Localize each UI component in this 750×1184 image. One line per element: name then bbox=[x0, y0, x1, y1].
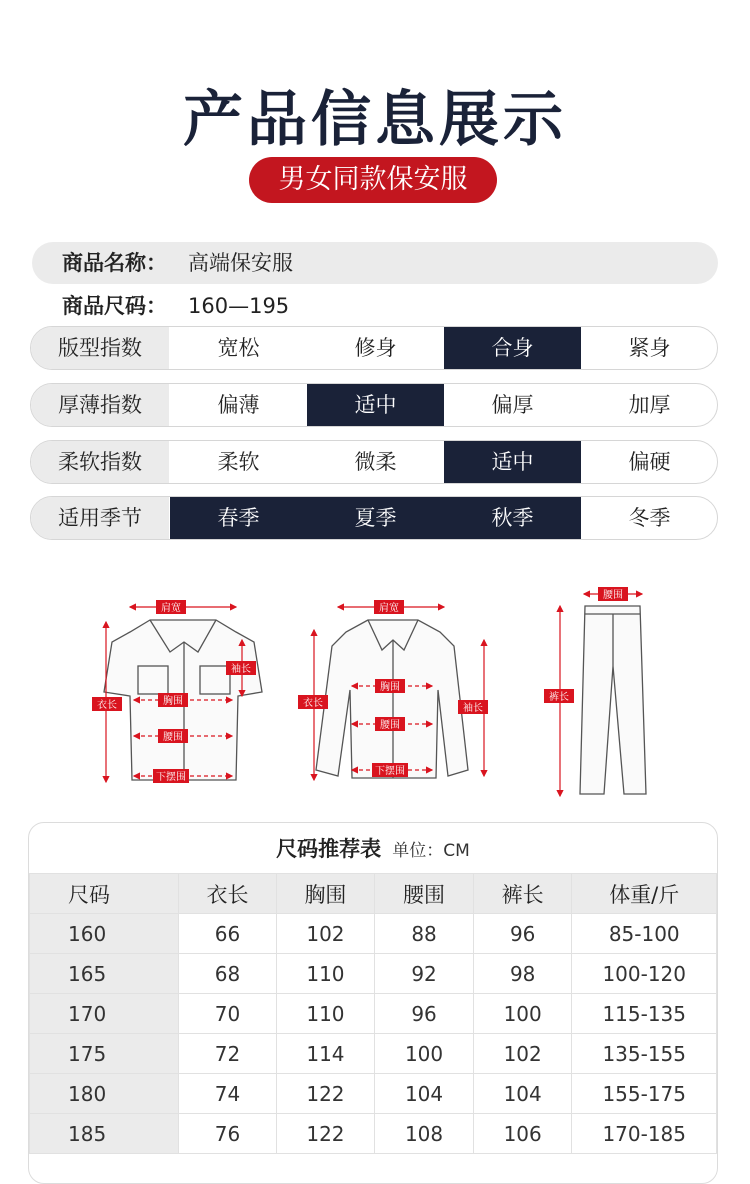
table-cell: 170-185 bbox=[572, 1114, 717, 1154]
size-table-card bbox=[28, 822, 718, 1184]
table-cell: 170 bbox=[30, 994, 179, 1034]
index-option: 紧身 bbox=[628, 336, 671, 360]
label-hem: 下摆围 bbox=[156, 772, 186, 783]
table-cell: 72 bbox=[179, 1034, 276, 1074]
index-row bbox=[30, 496, 718, 540]
index-option: 修身 bbox=[354, 336, 397, 360]
table-cell: 96 bbox=[473, 914, 572, 954]
label-waist-long: 腰围 bbox=[380, 720, 400, 731]
table-cell: 108 bbox=[375, 1114, 474, 1154]
table-cell: 102 bbox=[473, 1034, 572, 1074]
size-table-title: 尺码推荐表 bbox=[276, 837, 382, 861]
pants-figure bbox=[580, 606, 646, 794]
table-cell: 122 bbox=[276, 1074, 375, 1114]
index-label: 版型指数 bbox=[31, 327, 169, 369]
table-cell: 106 bbox=[473, 1114, 572, 1154]
info-value: 160—195 bbox=[188, 294, 290, 318]
info-label: 商品尺码： bbox=[62, 294, 167, 318]
index-option: 偏薄 bbox=[217, 393, 260, 417]
table-column-header: 胸围 bbox=[276, 874, 375, 914]
table-row bbox=[30, 914, 717, 954]
index-option: 冬季 bbox=[628, 506, 671, 530]
label-length: 衣长 bbox=[97, 700, 117, 711]
table-cell: 155-175 bbox=[572, 1074, 717, 1114]
table-column-header: 裤长 bbox=[473, 874, 572, 914]
index-option: 合身 bbox=[444, 327, 581, 369]
table-cell: 68 bbox=[179, 954, 276, 994]
table-cell: 114 bbox=[276, 1034, 375, 1074]
table-cell: 110 bbox=[276, 994, 375, 1034]
info-row-name bbox=[32, 242, 718, 284]
index-row bbox=[30, 383, 718, 427]
table-cell: 115-135 bbox=[572, 994, 717, 1034]
info-row-size bbox=[32, 285, 718, 327]
table-cell: 165 bbox=[30, 954, 179, 994]
index-option: 春季 bbox=[170, 497, 307, 539]
table-cell: 100 bbox=[375, 1034, 474, 1074]
label-pants-length: 裤长 bbox=[549, 692, 569, 703]
measurement-diagrams bbox=[0, 580, 750, 810]
table-cell: 96 bbox=[375, 994, 474, 1034]
table-cell: 100-120 bbox=[572, 954, 717, 994]
table-column-header: 腰围 bbox=[375, 874, 474, 914]
index-option: 偏硬 bbox=[628, 450, 671, 474]
size-table-header bbox=[29, 823, 717, 873]
subtitle-badge: 男女同款保安服 bbox=[249, 157, 497, 203]
size-table-unit: 单位：CM bbox=[392, 841, 470, 861]
label-waist-pants: 腰围 bbox=[603, 590, 623, 601]
info-label: 商品名称： bbox=[62, 251, 167, 275]
table-cell: 76 bbox=[179, 1114, 276, 1154]
table-cell: 88 bbox=[375, 914, 474, 954]
index-option: 加厚 bbox=[628, 393, 671, 417]
table-cell: 104 bbox=[375, 1074, 474, 1114]
index-option: 适中 bbox=[444, 441, 581, 483]
table-header-row bbox=[30, 874, 717, 914]
index-option: 柔软 bbox=[217, 450, 260, 474]
table-cell: 160 bbox=[30, 914, 179, 954]
table-row bbox=[30, 1114, 717, 1154]
index-option: 微柔 bbox=[354, 450, 397, 474]
info-value: 高端保安服 bbox=[188, 251, 293, 275]
table-row bbox=[30, 994, 717, 1034]
table-row bbox=[30, 954, 717, 994]
table-cell: 74 bbox=[179, 1074, 276, 1114]
label-length-long: 衣长 bbox=[303, 698, 323, 709]
table-cell: 66 bbox=[179, 914, 276, 954]
table-cell: 110 bbox=[276, 954, 375, 994]
table-column-header: 尺码 bbox=[30, 874, 179, 914]
table-cell: 185 bbox=[30, 1114, 179, 1154]
label-sleeve-long: 袖长 bbox=[463, 703, 483, 714]
table-cell: 98 bbox=[473, 954, 572, 994]
table-cell: 85-100 bbox=[572, 914, 717, 954]
table-cell: 135-155 bbox=[572, 1034, 717, 1074]
label-chest-long: 胸围 bbox=[380, 682, 400, 693]
index-row bbox=[30, 440, 718, 484]
table-cell: 70 bbox=[179, 994, 276, 1034]
table-cell: 92 bbox=[375, 954, 474, 994]
table-row bbox=[30, 1074, 717, 1114]
index-label: 柔软指数 bbox=[31, 441, 169, 483]
label-waist: 腰围 bbox=[163, 732, 183, 743]
size-table bbox=[29, 873, 717, 1154]
page-title: 产品信息展示 bbox=[183, 85, 567, 155]
table-cell: 122 bbox=[276, 1114, 375, 1154]
measurement-figures bbox=[0, 580, 750, 810]
table-row bbox=[30, 1034, 717, 1074]
table-column-header: 体重/斤 bbox=[572, 874, 717, 914]
label-chest: 胸围 bbox=[163, 696, 183, 707]
label-hem-long: 下摆围 bbox=[375, 766, 405, 777]
index-option: 偏厚 bbox=[491, 393, 534, 417]
label-sleeve: 袖长 bbox=[231, 664, 251, 675]
index-row bbox=[30, 326, 718, 370]
table-cell: 102 bbox=[276, 914, 375, 954]
table-cell: 180 bbox=[30, 1074, 179, 1114]
long-sleeve-shirt-figure bbox=[316, 620, 468, 778]
label-shoulder-long: 肩宽 bbox=[379, 603, 399, 614]
table-cell: 104 bbox=[473, 1074, 572, 1114]
index-option: 夏季 bbox=[307, 497, 444, 539]
table-cell: 100 bbox=[473, 994, 572, 1034]
label-shoulder: 肩宽 bbox=[161, 603, 181, 614]
table-column-header: 衣长 bbox=[179, 874, 276, 914]
index-option: 适中 bbox=[307, 384, 444, 426]
table-cell: 175 bbox=[30, 1034, 179, 1074]
index-option: 秋季 bbox=[444, 497, 581, 539]
index-label: 适用季节 bbox=[31, 497, 169, 539]
index-label: 厚薄指数 bbox=[31, 384, 169, 426]
index-option: 宽松 bbox=[217, 336, 260, 360]
